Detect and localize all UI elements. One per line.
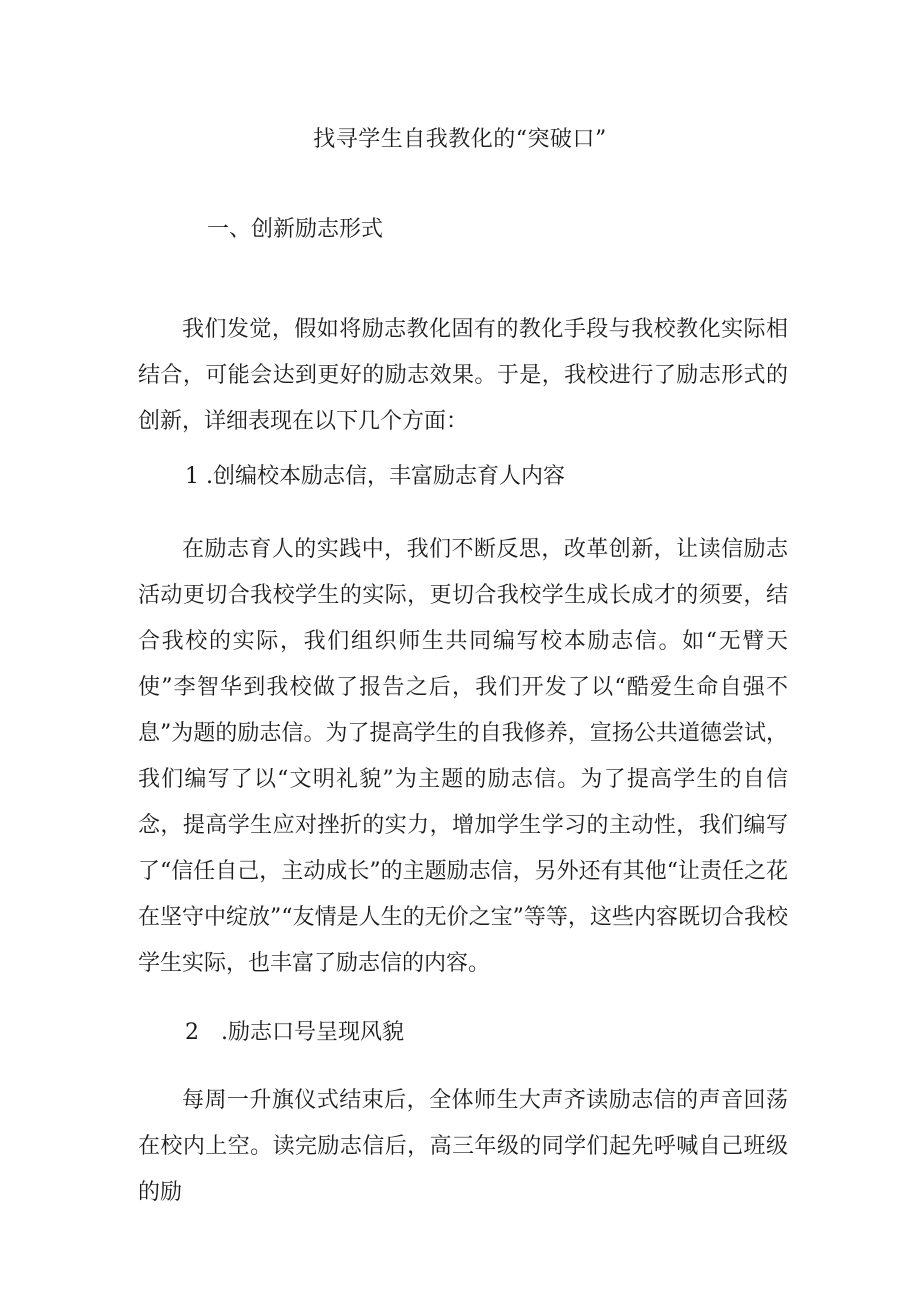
paragraph-slogans: 每周一升旗仪式结束后，全体师生大声齐读励志信的声音回荡在校内上空。读完励志信后，高三年级的同学们起先呼喊自己班级的励 <box>138 1088 788 1205</box>
item-heading-1: 1 .创编校本励志信，丰富励志育人内容 <box>185 464 565 489</box>
document-title: 找寻学生自我教化的“突破口” <box>313 127 607 152</box>
paragraph-intro: 我们发觉，假如将励志教化固有的教化手段与我校教化实际相结合，可能会达到更好的励志效果。于是，我校进行了励志形式的创新，详细表现在以下几个方面： <box>138 317 788 434</box>
section-heading: 一、创新励志形式 <box>207 217 384 242</box>
item-heading-2: 2 .励志口号呈现风貌 <box>185 1020 404 1045</box>
paragraph-letters: 在励志育人的实践中，我们不断反思，改革创新，让读信励志活动更切合我校学生的实际，更切合我校学生成长成才的须要，结合我校的实际，我们组织师生共同编写校本励志信。如“无臂天使”李智华到我校做了报告之后，我们开发了以“酷爱生命自强不息”为题的励志信。为了提高学生的自我修养，宣扬公共道德尝试，我们编写了以“文明礼貌”为主题的励志信。为了提高学生的自信念，提高学生应对挫折的实力，增加学生学习的主动性，我们编写了“信任自己，主动成长”的主题励志信，另外还有其他“让责任之花在坚守中绽放”“友情是人生的无价之宝”等等，这些内容既切合我校学生实际，也丰富了励志信的内容。 <box>138 537 788 976</box>
